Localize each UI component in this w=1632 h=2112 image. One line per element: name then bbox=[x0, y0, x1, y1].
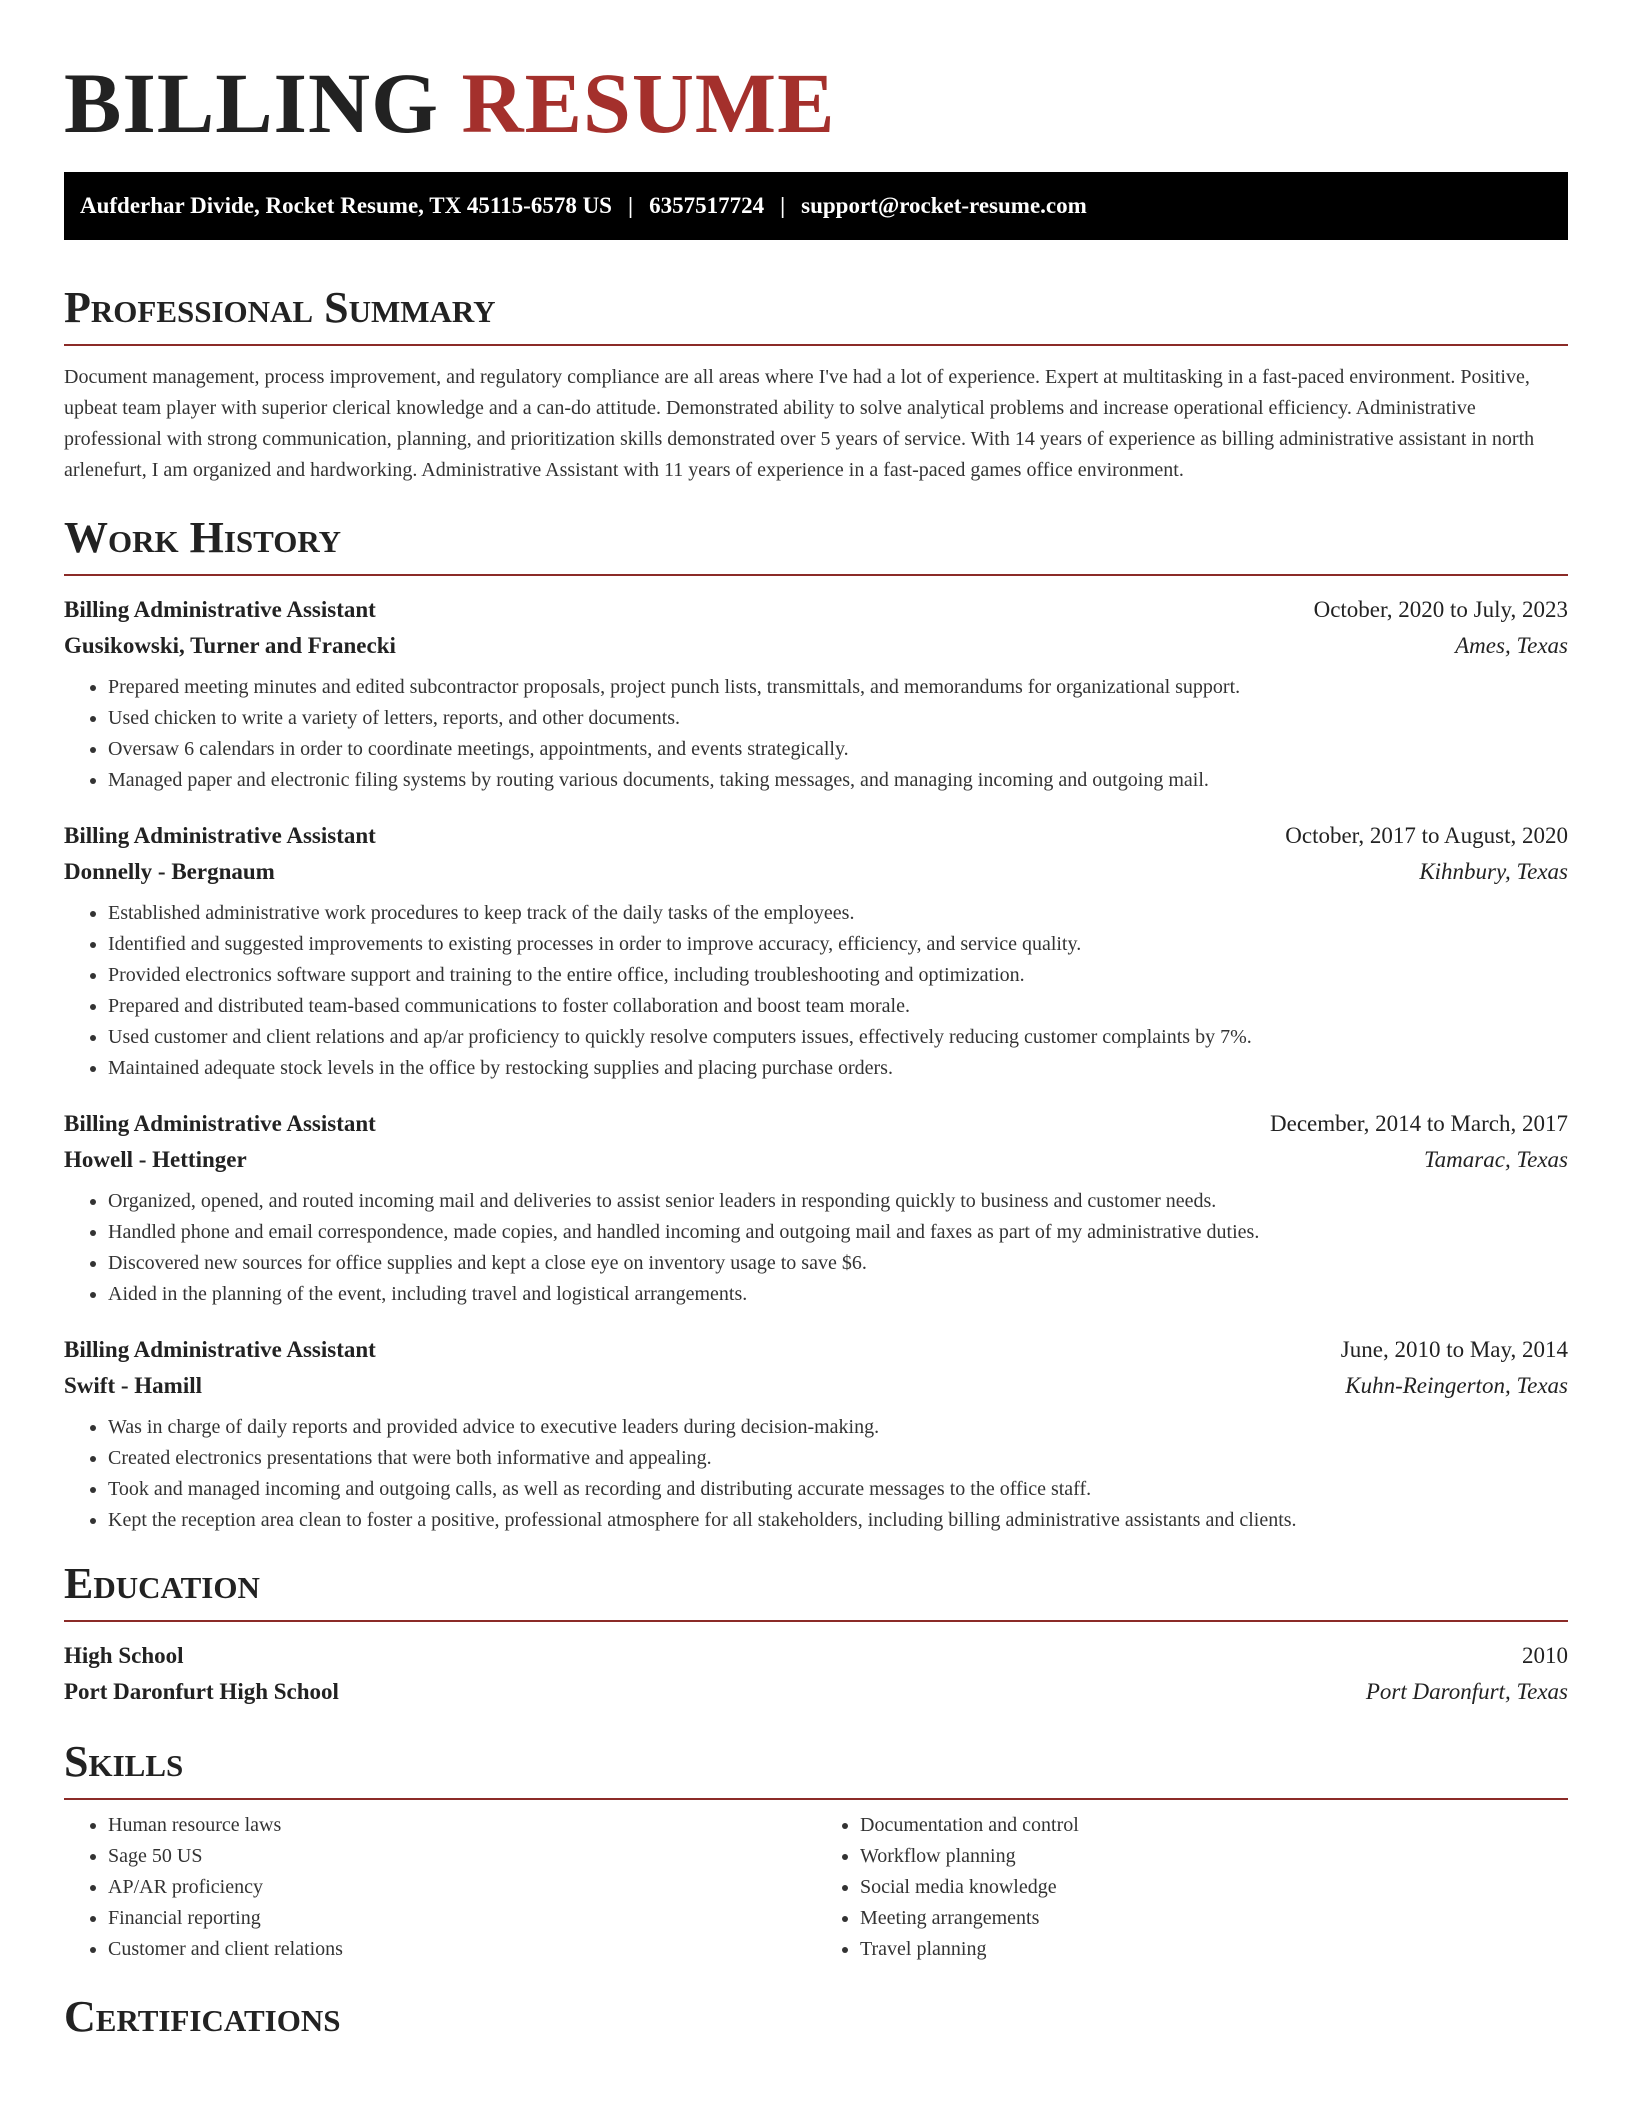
education-section bbox=[64, 1558, 1568, 1710]
job-dates: December, 2014 to March, 2017 bbox=[1270, 1111, 1568, 1136]
certifications-section bbox=[64, 1991, 1568, 2043]
section-title-skills: Skills bbox=[64, 1737, 184, 1786]
contact-email[interactable]: support@rocket-resume.com bbox=[801, 193, 1087, 218]
job-bullet: • Kept the reception area clean to foster a positive, professional atmosphere for all stakeholders, including billing administrative assistants and clients. bbox=[108, 1505, 1568, 1536]
job-location: Tamarac, Texas bbox=[1424, 1147, 1568, 1172]
job-company: Gusikowski, Turner and Franecki bbox=[64, 633, 396, 658]
job-bullets bbox=[64, 898, 1568, 1084]
resume-title bbox=[64, 0, 1568, 150]
skill-item: • Customer and client relations bbox=[108, 1934, 816, 1965]
job-bullet: • Organized, opened, and routed incoming mail and deliveries to assist senior leaders in responding quickly to business and customer needs. bbox=[108, 1186, 1568, 1217]
skill-item: • Travel planning bbox=[860, 1934, 1568, 1965]
job-bullet: • Maintained adequate stock levels in the office by restocking supplies and placing purchase orders. bbox=[108, 1053, 1568, 1084]
job-role: Billing Administrative Assistant bbox=[64, 823, 376, 848]
job-role: Billing Administrative Assistant bbox=[64, 1337, 376, 1362]
contact-separator: | bbox=[780, 193, 786, 218]
skill-item: • Sage 50 US bbox=[108, 1841, 816, 1872]
work-history-section bbox=[64, 512, 1568, 1536]
job-bullet: • Oversaw 6 calendars in order to coordinate meetings, appointments, and events strategically. bbox=[108, 734, 1568, 765]
job-bullet: • Used customer and client relations and ap/ar proficiency to quickly resolve computers issues, effectively reducing customer complaints by 7%. bbox=[108, 1022, 1568, 1053]
summary-text: Document management, process improvement, and regulatory compliance are all areas where I've had a lot of experience. Expert at multitasking in a fast-paced environment. Positive, upbeat team player with superior clerical knowledge and a can-do attitude. Demonstrated ability to solve analytical problems and increase operational efficiency. Administrative professional with strong communication, planning, and prioritization skills demonstrated over 5 years of service. With 14 years of experience as billing administrative assistant in north arlenefurt, I am organized and hardworking. Administrative Assistant with 11 years of experience in a fast-paced games office environment. bbox=[64, 366, 1535, 481]
skill-item: • Social media knowledge bbox=[860, 1872, 1568, 1903]
job-dates: October, 2017 to August, 2020 bbox=[1285, 823, 1568, 848]
section-title-summary: Professional Summary bbox=[64, 283, 496, 332]
job-company: Donnelly - Bergnaum bbox=[64, 859, 275, 884]
section-title-certifications: Certifications bbox=[64, 1992, 341, 2041]
job-bullet: • Aided in the planning of the event, including travel and logistical arrangements. bbox=[108, 1279, 1568, 1310]
job-bullet: • Managed paper and electronic filing systems by routing various documents, taking messages, and managing incoming and outgoing mail. bbox=[108, 765, 1568, 796]
education-location: Port Daronfurt, Texas bbox=[1365, 1679, 1568, 1704]
contact-address: Aufderhar Divide, Rocket Resume, TX 45115-6578 US bbox=[80, 193, 612, 218]
title-second-word: RESUME bbox=[461, 55, 836, 151]
job-entry bbox=[64, 1106, 1568, 1310]
job-role: Billing Administrative Assistant bbox=[64, 597, 376, 622]
skills-list-right bbox=[816, 1810, 1568, 1965]
section-divider bbox=[64, 574, 1568, 576]
skill-item: • Workflow planning bbox=[860, 1841, 1568, 1872]
skill-item: • Meeting arrangements bbox=[860, 1903, 1568, 1934]
skills-section bbox=[64, 1736, 1568, 1965]
job-bullet: • Discovered new sources for office supplies and kept a close eye on inventory usage to save $6. bbox=[108, 1248, 1568, 1279]
job-entry bbox=[64, 1332, 1568, 1536]
skill-item: • Documentation and control bbox=[860, 1810, 1568, 1841]
section-divider bbox=[64, 1798, 1568, 1800]
skill-item: • AP/AR proficiency bbox=[108, 1872, 816, 1903]
section-title-education: Education bbox=[64, 1559, 260, 1608]
education-year: 2010 bbox=[1522, 1643, 1568, 1668]
title-first-word: BILLING bbox=[64, 55, 440, 151]
job-bullet: • Created electronics presentations that were both informative and appealing. bbox=[108, 1443, 1568, 1474]
resume-page bbox=[64, 0, 1568, 2043]
education-degree: High School bbox=[64, 1643, 184, 1668]
job-bullet: • Provided electronics software support and training to the entire office, including troubleshooting and optimization. bbox=[108, 960, 1568, 991]
job-company: Swift - Hamill bbox=[64, 1373, 202, 1398]
job-bullet: • Took and managed incoming and outgoing calls, as well as recording and distributing accurate messages to the office staff. bbox=[108, 1474, 1568, 1505]
education-entry bbox=[64, 1638, 1568, 1710]
job-bullet: • Identified and suggested improvements to existing processes in order to improve accuracy, efficiency, and service quality. bbox=[108, 929, 1568, 960]
job-bullets bbox=[64, 1412, 1568, 1536]
job-dates: October, 2020 to July, 2023 bbox=[1313, 597, 1568, 622]
job-company: Howell - Hettinger bbox=[64, 1147, 247, 1172]
job-bullet: • Prepared and distributed team-based communications to foster collaboration and boost team morale. bbox=[108, 991, 1568, 1022]
job-bullet: • Handled phone and email correspondence, made copies, and handled incoming and outgoing mail and faxes as part of my administrative duties. bbox=[108, 1217, 1568, 1248]
section-title-work-history: Work History bbox=[64, 513, 342, 562]
job-location: Kihnbury, Texas bbox=[1419, 859, 1568, 884]
job-bullets bbox=[64, 1186, 1568, 1310]
job-bullet: • Used chicken to write a variety of letters, reports, and other documents. bbox=[108, 703, 1568, 734]
contact-phone[interactable]: 6357517724 bbox=[649, 193, 765, 218]
skill-item: • Human resource laws bbox=[108, 1810, 816, 1841]
job-entry bbox=[64, 592, 1568, 796]
job-role: Billing Administrative Assistant bbox=[64, 1111, 376, 1136]
summary-section bbox=[64, 282, 1568, 486]
section-divider bbox=[64, 344, 1568, 346]
job-bullet: • Established administrative work procedures to keep track of the daily tasks of the employees. bbox=[108, 898, 1568, 929]
job-location: Ames, Texas bbox=[1455, 633, 1568, 658]
contact-separator: | bbox=[627, 193, 634, 218]
section-divider bbox=[64, 1620, 1568, 1622]
job-dates: June, 2010 to May, 2014 bbox=[1340, 1337, 1568, 1362]
education-school: Port Daronfurt High School bbox=[64, 1679, 339, 1704]
skills-columns bbox=[64, 1810, 1568, 1965]
contact-bar bbox=[64, 172, 1568, 240]
job-entry bbox=[64, 818, 1568, 1084]
job-bullets bbox=[64, 672, 1568, 796]
skills-list-left bbox=[64, 1810, 816, 1965]
job-bullet: • Prepared meeting minutes and edited subcontractor proposals, project punch lists, transmittals, and memorandums for organizational support. bbox=[108, 672, 1568, 703]
skill-item: • Financial reporting bbox=[108, 1903, 816, 1934]
job-location: Kuhn-Reingerton, Texas bbox=[1345, 1373, 1568, 1398]
job-bullet: • Was in charge of daily reports and provided advice to executive leaders during decision-making. bbox=[108, 1412, 1568, 1443]
